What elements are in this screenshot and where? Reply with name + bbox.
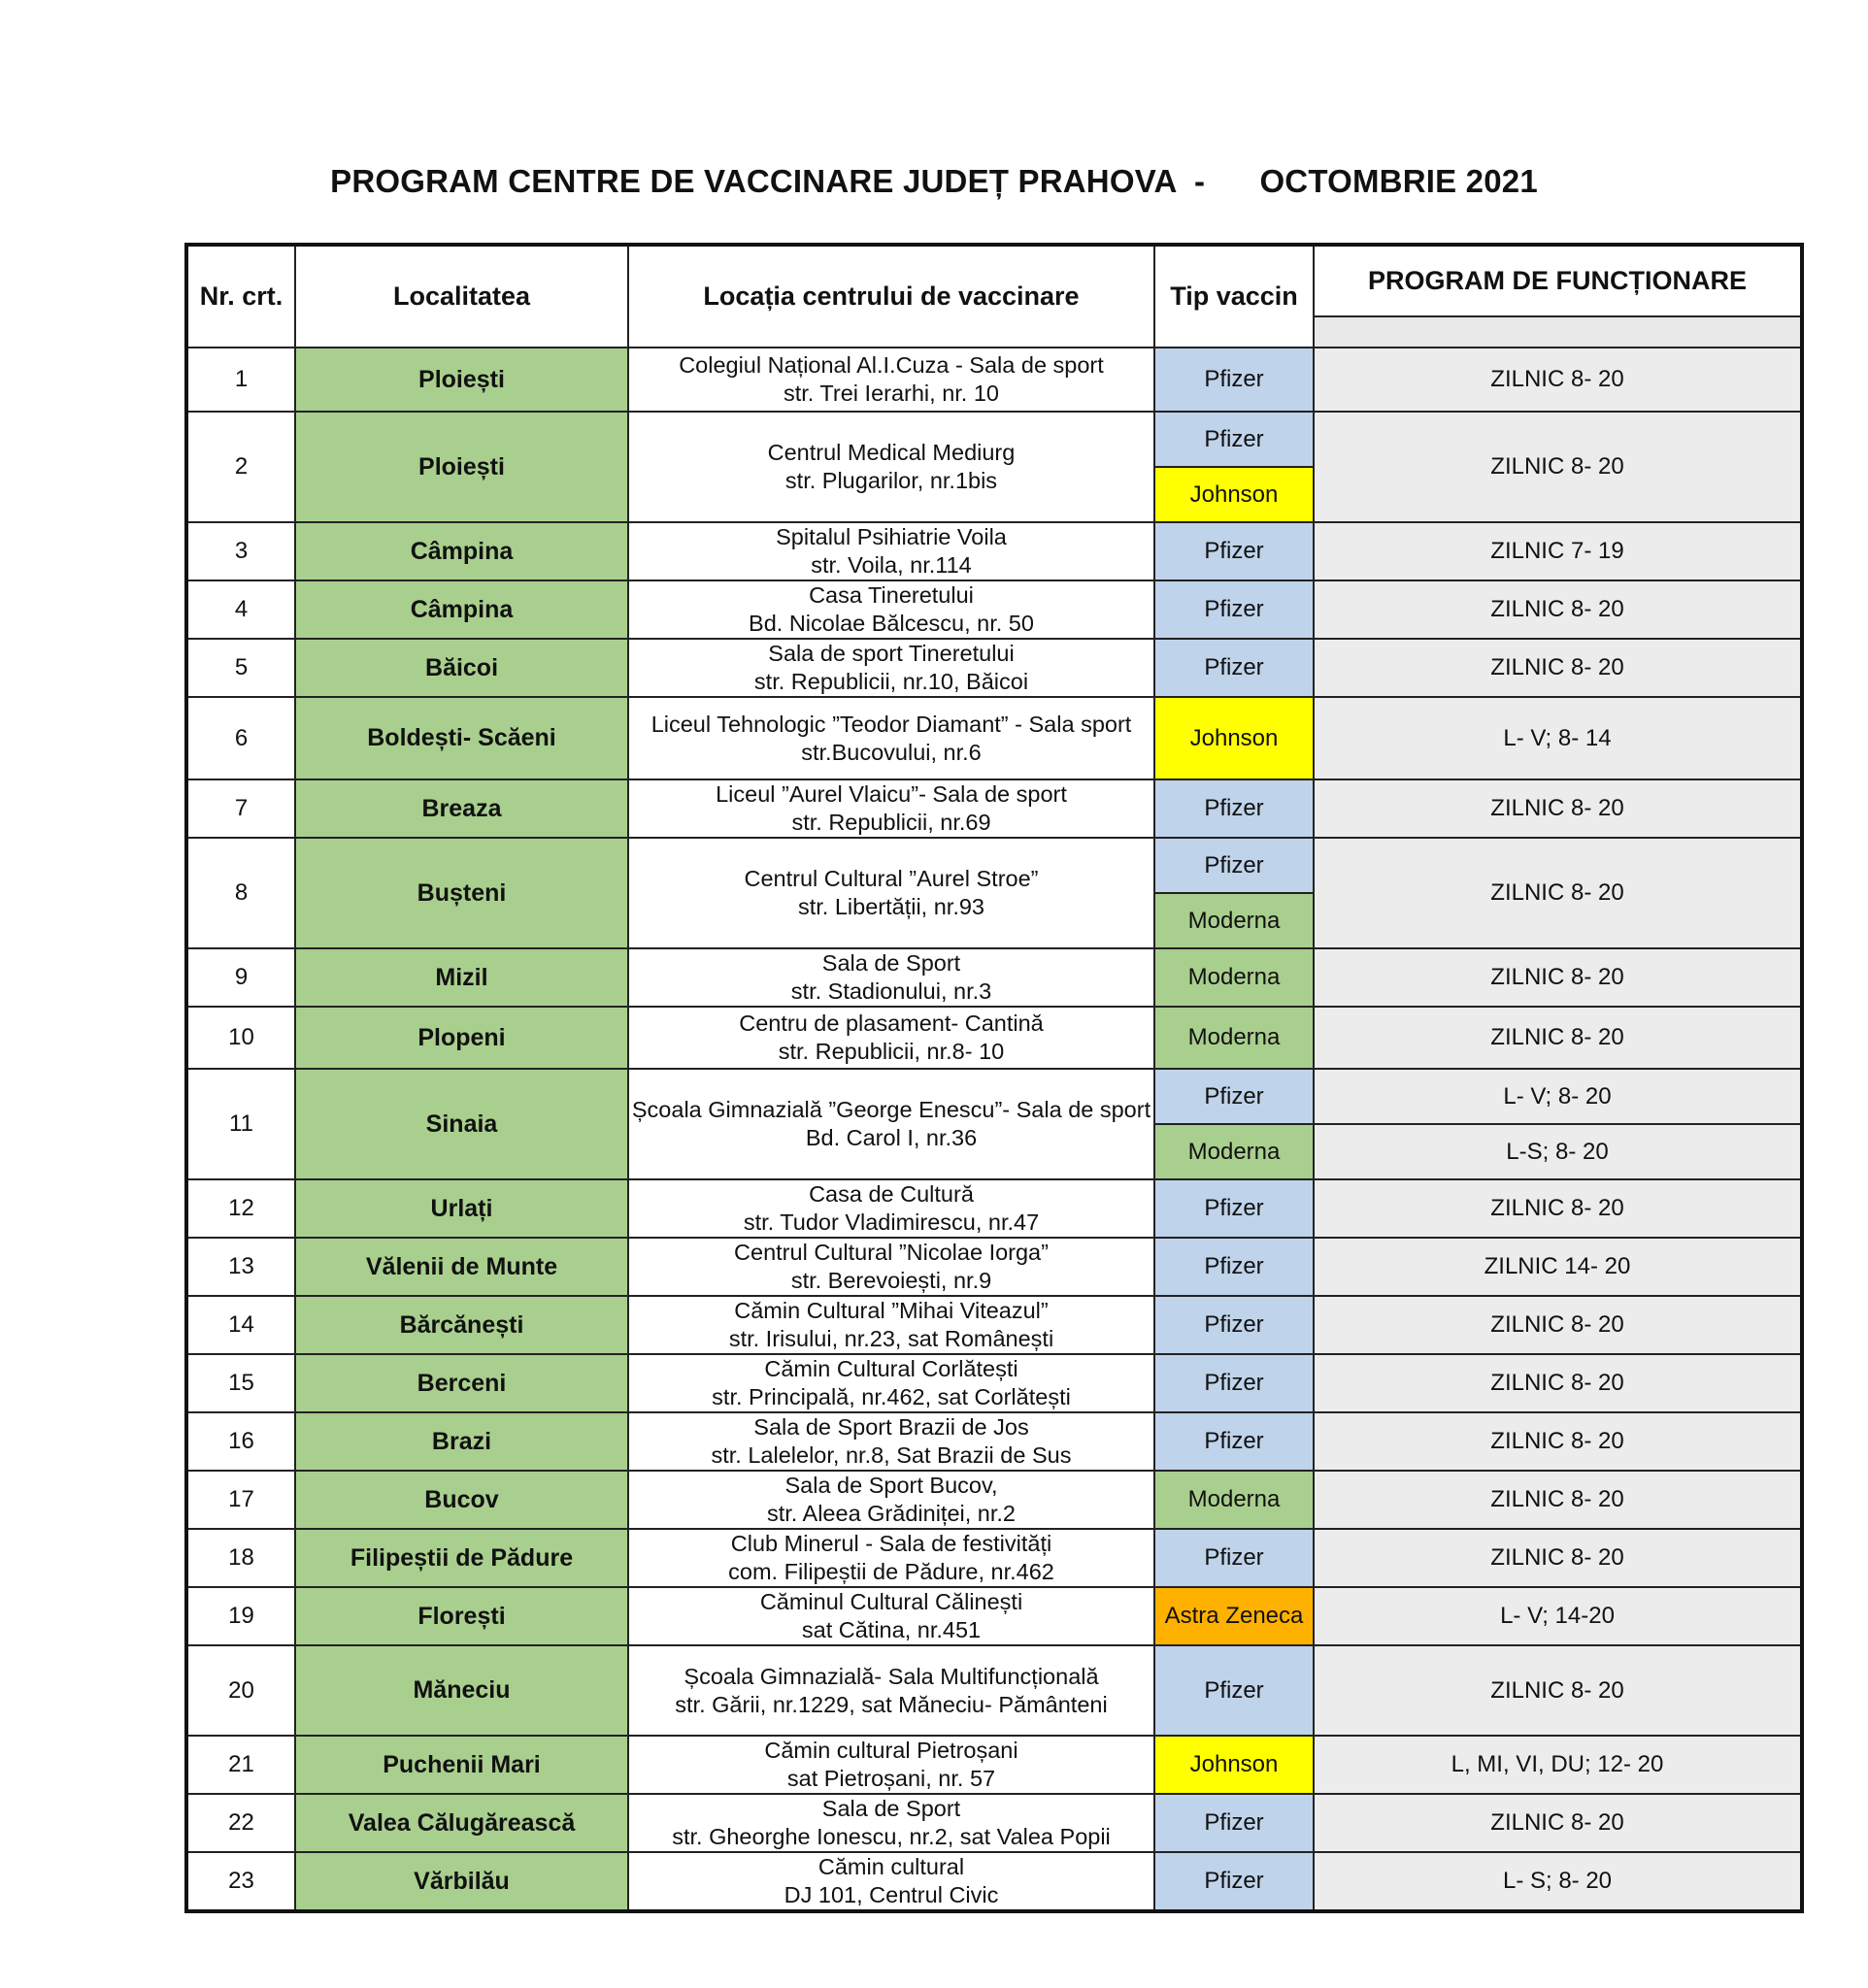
location-address: str. Irisului, nr.23, sat Românești (728, 1326, 1054, 1351)
row-locality: Plopeni (295, 1007, 628, 1069)
location-name: Casa de Cultură (809, 1181, 974, 1207)
row-program: ZILNIC 8- 20 (1314, 1179, 1802, 1238)
row-program: L- V; 8- 14 (1314, 697, 1802, 779)
table-row (186, 1852, 1802, 1911)
location-address: str. Tudor Vladimirescu, nr.47 (743, 1209, 1040, 1235)
location-address: com. Filipeștii de Pădure, nr.462 (728, 1559, 1054, 1584)
row-program: ZILNIC 8- 20 (1314, 1354, 1802, 1412)
row-vaccine-type: Pfizer (1154, 1238, 1314, 1296)
table-row (186, 1794, 1802, 1852)
location-name: Sala de Sport Bucov, (784, 1473, 998, 1498)
row-locality: Berceni (295, 1354, 628, 1412)
table-row (186, 522, 1802, 580)
location-name: Centrul Medical Mediurg (767, 440, 1016, 465)
location-name: Casa Tineretului (809, 582, 974, 608)
row-location (628, 1587, 1154, 1645)
row-vaccine-type: Pfizer (1154, 1412, 1314, 1471)
row-location (628, 1179, 1154, 1238)
row-vaccine-type: Johnson (1154, 467, 1314, 522)
row-program: ZILNIC 8- 20 (1314, 580, 1802, 639)
location-address: str. Lalelelor, nr.8, Sat Brazii de Sus (711, 1442, 1072, 1468)
location-name: Centru de plasament- Cantină (739, 1011, 1044, 1036)
row-location (628, 1736, 1154, 1794)
row-number: 16 (186, 1412, 295, 1471)
row-program: ZILNIC 8- 20 (1314, 1529, 1802, 1587)
row-locality: Vărbilău (295, 1852, 628, 1911)
row-program: ZILNIC 8- 20 (1314, 1296, 1802, 1354)
row-number: 3 (186, 522, 295, 580)
row-locality: Puchenii Mari (295, 1736, 628, 1794)
table-row (186, 1069, 1802, 1124)
table-row (186, 1587, 1802, 1645)
table-row (186, 697, 1802, 779)
table-row (186, 639, 1802, 697)
row-vaccine-type: Pfizer (1154, 779, 1314, 838)
row-vaccine-type: Pfizer (1154, 1645, 1314, 1736)
row-location (628, 580, 1154, 639)
row-location (628, 697, 1154, 779)
row-program: ZILNIC 8- 20 (1314, 1007, 1802, 1069)
header-location: Locația centrului de vaccinare (628, 245, 1154, 348)
row-number: 10 (186, 1007, 295, 1069)
row-vaccine-type: Pfizer (1154, 838, 1314, 893)
row-number: 7 (186, 779, 295, 838)
table-row (186, 1354, 1802, 1412)
location-address: str. Gării, nr.1229, sat Măneciu- Pământeni (675, 1691, 1108, 1717)
location-address: str. Stadionului, nr.3 (790, 978, 992, 1004)
row-program: ZILNIC 8- 20 (1314, 412, 1802, 522)
row-number: 15 (186, 1354, 295, 1412)
location-name: Colegiul Național Al.I.Cuza - Sala de sport (679, 352, 1104, 378)
row-location (628, 412, 1154, 522)
location-name: Centrul Cultural ”Nicolae Iorga” (734, 1240, 1049, 1265)
row-location (628, 348, 1154, 412)
row-program: ZILNIC 8- 20 (1314, 779, 1802, 838)
row-locality: Bărcănești (295, 1296, 628, 1354)
location-address: str.Bucovului, nr.6 (801, 739, 982, 765)
location-name: Sala de sport Tineretului (768, 641, 1015, 666)
row-locality: Ploiești (295, 348, 628, 412)
location-name: Club Minerul - Sala de festivități (730, 1531, 1052, 1556)
location-name: Sala de Sport (821, 1796, 961, 1821)
row-location (628, 1412, 1154, 1471)
table-row (186, 1412, 1802, 1471)
location-address: DJ 101, Centrul Civic (784, 1882, 999, 1907)
location-name: Cămin Cultural Corlătești (764, 1356, 1018, 1381)
row-location (628, 1471, 1154, 1529)
location-name: Centrul Cultural ”Aurel Stroe” (744, 866, 1039, 891)
row-vaccine-type: Pfizer (1154, 522, 1314, 580)
location-name: Sala de Sport (821, 950, 961, 976)
row-locality: Măneciu (295, 1645, 628, 1736)
row-vaccine-type: Moderna (1154, 1007, 1314, 1069)
row-number: 11 (186, 1069, 295, 1179)
row-vaccine-type: Johnson (1154, 1736, 1314, 1794)
table-row (186, 1645, 1802, 1736)
row-locality: Brazi (295, 1412, 628, 1471)
location-name: Școala Gimnazială- Sala Multifuncțională (684, 1663, 1099, 1689)
row-vaccine-type: Pfizer (1154, 1794, 1314, 1852)
table-row (186, 348, 1802, 412)
row-program: ZILNIC 8- 20 (1314, 1412, 1802, 1471)
row-program: ZILNIC 8- 20 (1314, 1794, 1802, 1852)
row-vaccine-type: Pfizer (1154, 1529, 1314, 1587)
row-program: L- S; 8- 20 (1314, 1852, 1802, 1911)
row-vaccine-type: Pfizer (1154, 1179, 1314, 1238)
row-number: 21 (186, 1736, 295, 1794)
row-locality: Bușteni (295, 838, 628, 948)
row-vaccine-type: Pfizer (1154, 412, 1314, 467)
row-number: 5 (186, 639, 295, 697)
vaccination-schedule-table (184, 243, 1804, 1913)
row-location (628, 1354, 1154, 1412)
row-locality: Florești (295, 1587, 628, 1645)
row-number: 2 (186, 412, 295, 522)
table-row (186, 1736, 1802, 1794)
row-location (628, 1852, 1154, 1911)
location-address: str. Berevoiești, nr.9 (790, 1268, 992, 1293)
row-location (628, 948, 1154, 1007)
location-address: Bd. Nicolae Bălcescu, nr. 50 (749, 611, 1034, 636)
row-locality: Câmpina (295, 580, 628, 639)
row-vaccine-type: Moderna (1154, 948, 1314, 1007)
row-locality: Bucov (295, 1471, 628, 1529)
row-vaccine-type: Moderna (1154, 1471, 1314, 1529)
row-locality: Mizil (295, 948, 628, 1007)
row-number: 12 (186, 1179, 295, 1238)
row-number: 8 (186, 838, 295, 948)
row-number: 4 (186, 580, 295, 639)
row-program: ZILNIC 14- 20 (1314, 1238, 1802, 1296)
location-name: Cămin Cultural ”Mihai Viteazul” (734, 1298, 1049, 1323)
table-row (186, 580, 1802, 639)
location-address: str. Voila, nr.114 (811, 552, 972, 578)
row-location (628, 1529, 1154, 1587)
row-location (628, 1794, 1154, 1852)
row-locality: Câmpina (295, 522, 628, 580)
location-name: Liceul ”Aurel Vlaicu”- Sala de sport (716, 781, 1067, 807)
row-number: 17 (186, 1471, 295, 1529)
row-vaccine-type: Pfizer (1154, 1296, 1314, 1354)
table-row (186, 1529, 1802, 1587)
row-program: ZILNIC 8- 20 (1314, 838, 1802, 948)
row-number: 6 (186, 697, 295, 779)
table-row (186, 1179, 1802, 1238)
location-address: str. Republicii, nr.69 (791, 810, 991, 835)
row-location (628, 1645, 1154, 1736)
table-row (186, 1007, 1802, 1069)
row-number: 13 (186, 1238, 295, 1296)
row-number: 1 (186, 348, 295, 412)
location-name: Căminul Cultural Călinești (759, 1589, 1023, 1614)
row-locality: Vălenii de Munte (295, 1238, 628, 1296)
row-program: ZILNIC 7- 19 (1314, 522, 1802, 580)
table-row (186, 1296, 1802, 1354)
page-title (0, 163, 1868, 200)
row-program: L- V; 8- 20 (1314, 1069, 1802, 1124)
row-vaccine-type: Pfizer (1154, 639, 1314, 697)
row-location (628, 1296, 1154, 1354)
location-address: Bd. Carol I, nr.36 (805, 1125, 978, 1150)
location-name: Cămin cultural Pietroșani (764, 1738, 1018, 1763)
row-vaccine-type: Johnson (1154, 697, 1314, 779)
header-nr: Nr. crt. (186, 245, 295, 348)
row-program: ZILNIC 8- 20 (1314, 1471, 1802, 1529)
row-vaccine-type: Astra Zeneca (1154, 1587, 1314, 1645)
table-body (186, 348, 1802, 1911)
row-vaccine-type: Pfizer (1154, 1354, 1314, 1412)
header-vaccine-type: Tip vaccin (1154, 245, 1314, 348)
row-vaccine-type: Pfizer (1154, 348, 1314, 412)
row-locality: Urlați (295, 1179, 628, 1238)
row-locality: Băicoi (295, 639, 628, 697)
table-row (186, 1471, 1802, 1529)
title-separator: - (1194, 163, 1206, 199)
row-locality: Boldești- Scăeni (295, 697, 628, 779)
row-program: L, MI, VI, DU; 12- 20 (1314, 1736, 1802, 1794)
table-row (186, 838, 1802, 893)
row-number: 22 (186, 1794, 295, 1852)
location-address: str. Principală, nr.462, sat Corlătești (712, 1384, 1071, 1409)
row-number: 19 (186, 1587, 295, 1645)
row-location (628, 838, 1154, 948)
table-row (186, 779, 1802, 838)
location-address: str. Libertății, nr.93 (797, 894, 985, 919)
row-vaccine-type: Pfizer (1154, 1069, 1314, 1124)
row-vaccine-type: Pfizer (1154, 1852, 1314, 1911)
location-name: Sala de Sport Brazii de Jos (753, 1414, 1029, 1440)
row-location (628, 1238, 1154, 1296)
row-number: 23 (186, 1852, 295, 1911)
row-program: L- V; 14-20 (1314, 1587, 1802, 1645)
row-locality: Filipeștii de Pădure (295, 1529, 628, 1587)
row-vaccine-type: Pfizer (1154, 580, 1314, 639)
table-row (186, 412, 1802, 467)
location-address: str. Trei Ierarhi, nr. 10 (783, 381, 1000, 406)
header-program: PROGRAM DE FUNCȚIONARE (1314, 245, 1802, 316)
row-location (628, 779, 1154, 838)
row-program: ZILNIC 8- 20 (1314, 639, 1802, 697)
row-number: 20 (186, 1645, 295, 1736)
row-vaccine-type: Moderna (1154, 893, 1314, 948)
row-program: ZILNIC 8- 20 (1314, 1645, 1802, 1736)
row-location (628, 1007, 1154, 1069)
location-address: str. Plugarilor, nr.1bis (784, 468, 998, 493)
row-locality: Ploiești (295, 412, 628, 522)
location-name: Școala Gimnazială ”George Enescu”- Sala de sport (631, 1097, 1151, 1122)
table-row (186, 1238, 1802, 1296)
location-address: sat Pietroșani, nr. 57 (786, 1766, 996, 1791)
row-location (628, 522, 1154, 580)
location-address: str. Republicii, nr.8- 10 (778, 1039, 1005, 1064)
location-address: str. Aleea Grădiniței, nr.2 (766, 1501, 1017, 1526)
header-locality: Localitatea (295, 245, 628, 348)
row-number: 14 (186, 1296, 295, 1354)
row-program: L-S; 8- 20 (1314, 1124, 1802, 1179)
location-name: Spitalul Psihiatrie Voila (776, 524, 1007, 549)
location-name: Liceul Tehnologic ”Teodor Diamant” - Sala sport (650, 711, 1132, 737)
row-locality: Sinaia (295, 1069, 628, 1179)
row-vaccine-type: Moderna (1154, 1124, 1314, 1179)
row-program: ZILNIC 8- 20 (1314, 948, 1802, 1007)
location-name: Cămin cultural (817, 1854, 965, 1879)
location-address: sat Cătina, nr.451 (801, 1617, 982, 1642)
row-number: 18 (186, 1529, 295, 1587)
row-program: ZILNIC 8- 20 (1314, 348, 1802, 412)
row-locality: Breaza (295, 779, 628, 838)
row-location (628, 1069, 1154, 1179)
row-location (628, 639, 1154, 697)
table-row (186, 948, 1802, 1007)
header-program-sub (1314, 316, 1802, 348)
title-month: OCTOMBRIE 2021 (1259, 163, 1538, 199)
row-locality: Valea Călugărească (295, 1794, 628, 1852)
title-main: PROGRAM CENTRE DE VACCINARE JUDEȚ PRAHOVA (330, 163, 1177, 199)
location-address: str. Gheorghe Ionescu, nr.2, sat Valea Popii (672, 1824, 1111, 1849)
location-address: str. Republicii, nr.10, Băicoi (753, 669, 1029, 694)
row-number: 9 (186, 948, 295, 1007)
